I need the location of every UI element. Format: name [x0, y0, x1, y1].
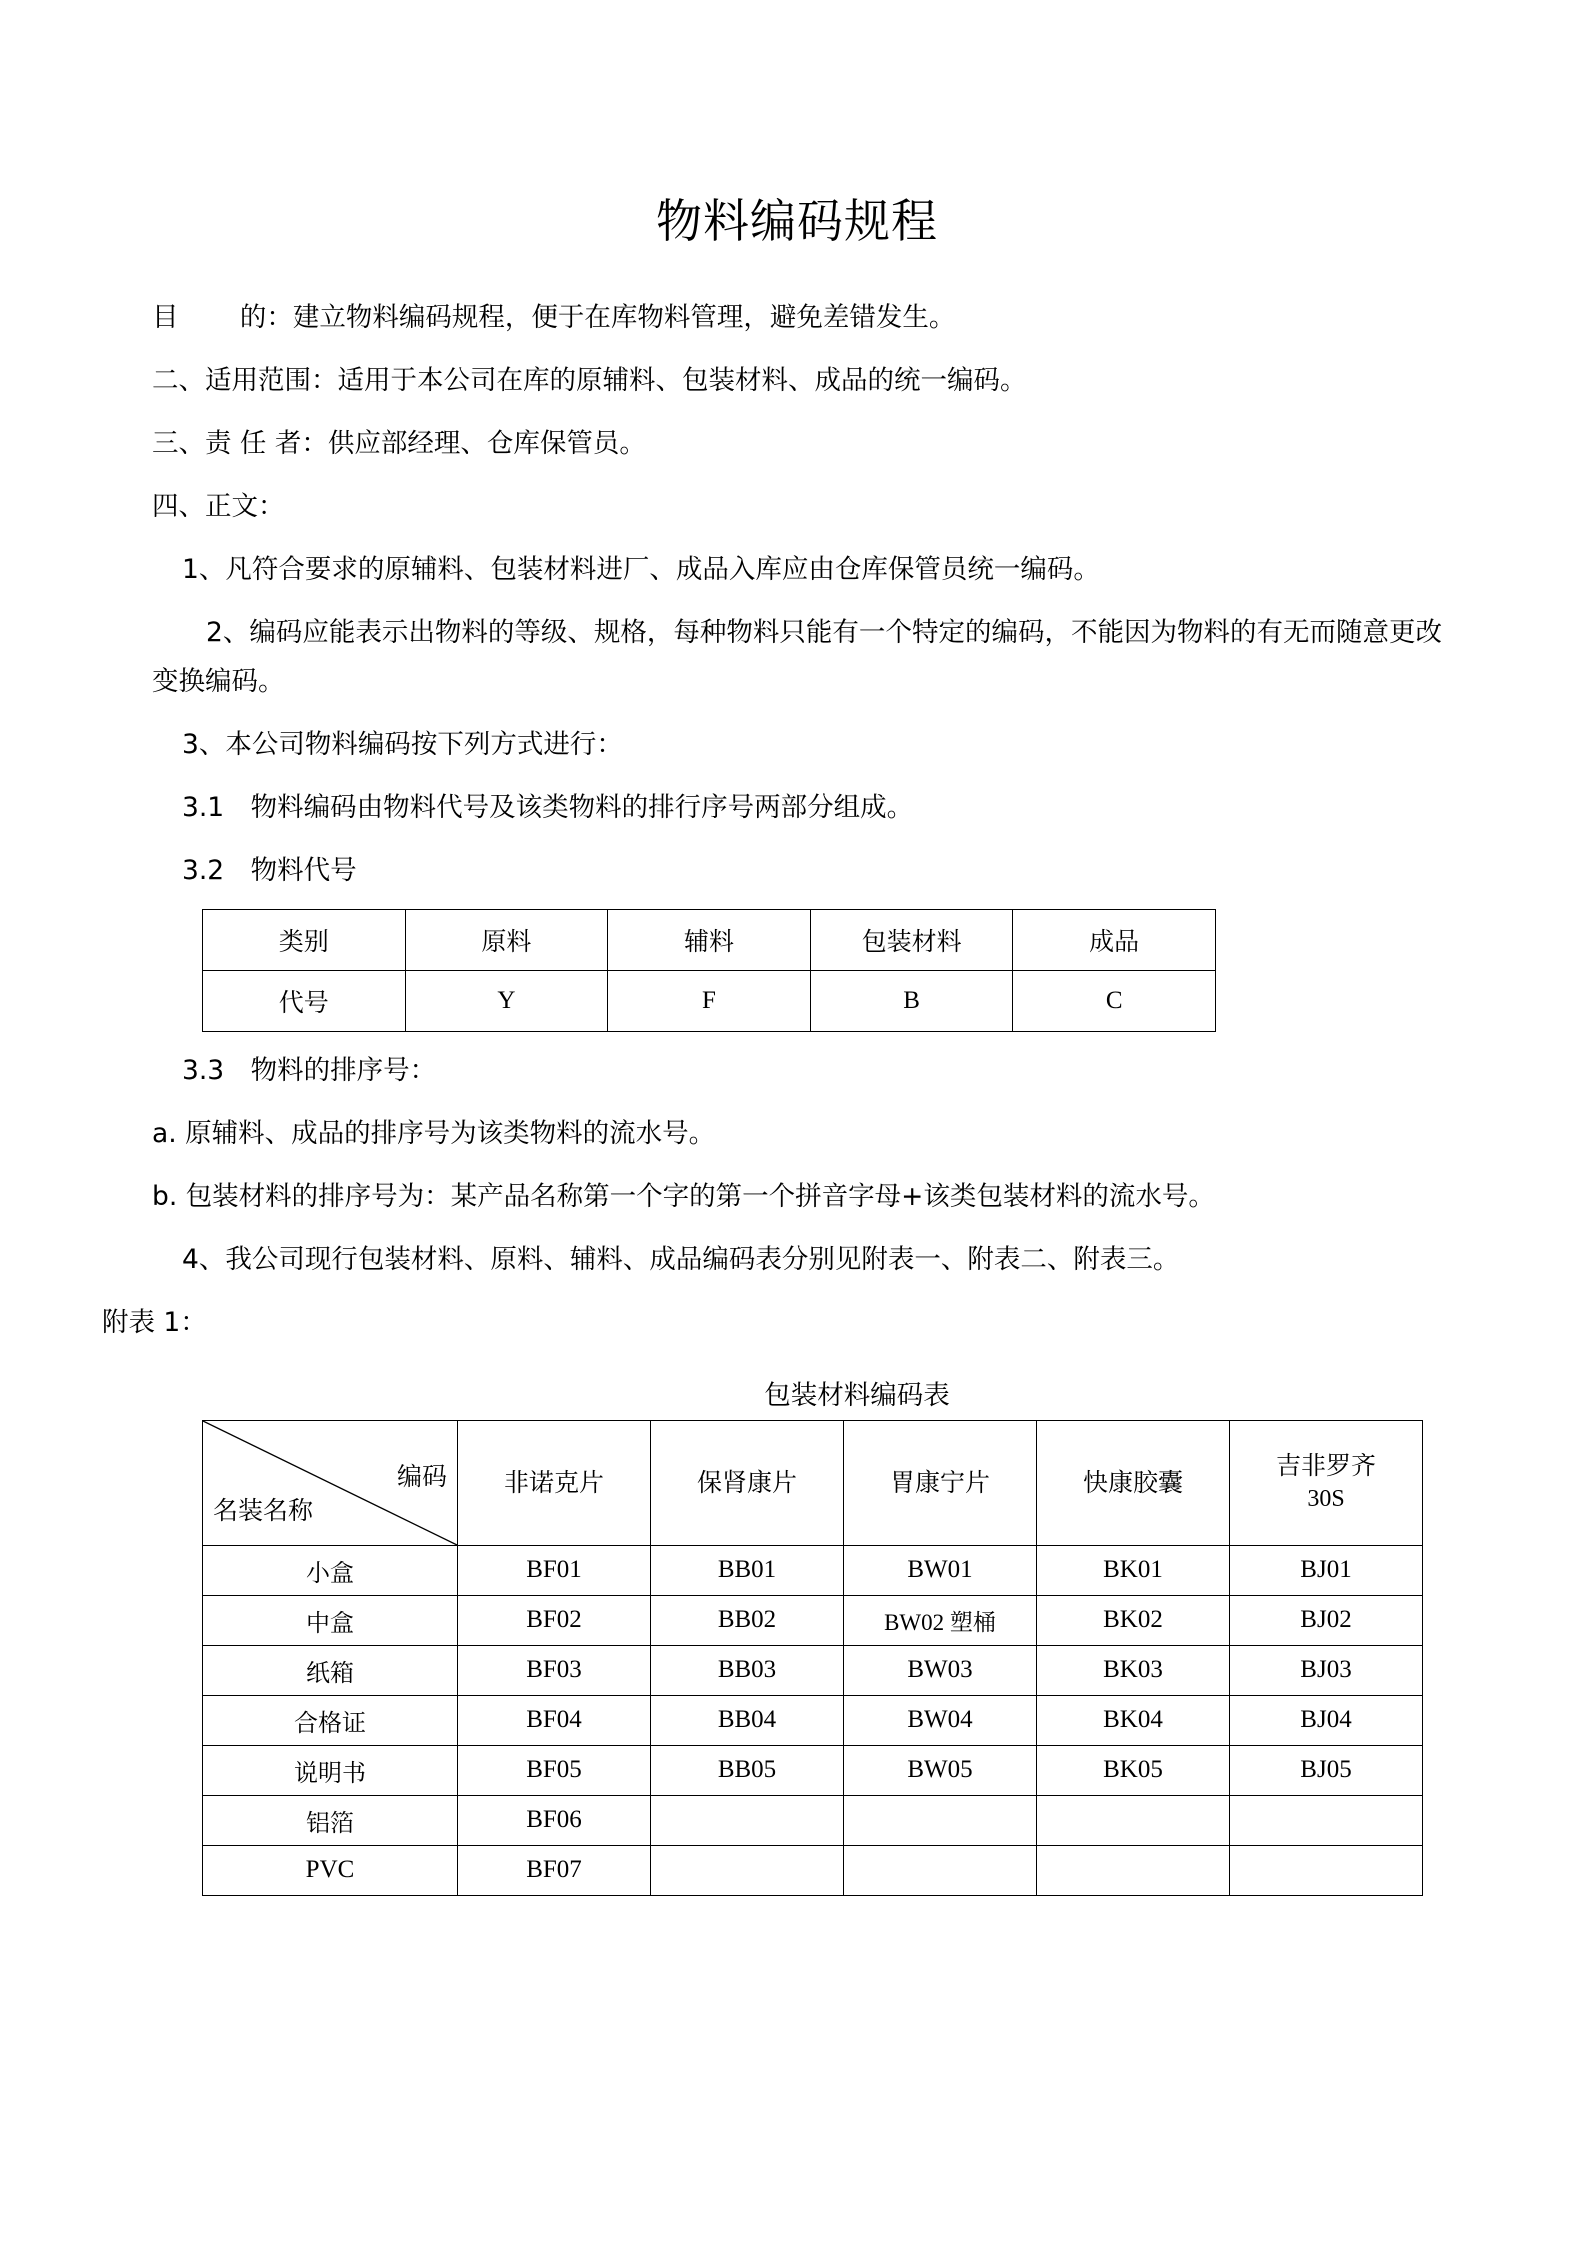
cell-code: BW04 — [844, 1695, 1037, 1745]
cell-code-pack: B — [810, 970, 1013, 1031]
paragraph-scope: 二、适用范围：适用于本公司在库的原辅料、包装材料、成品的统一编码。 — [152, 364, 1027, 396]
row-label-foil: 铝箔 — [203, 1795, 458, 1845]
corner-row-label: 名装名称 — [213, 1495, 314, 1525]
paragraph-item-2: 2、编码应能表示出物料的等级、规格，每种物料只能有一个特定的编码，不能因为物料的有无而随意更改变换编码。 — [152, 616, 1442, 697]
cell-code-empty — [1037, 1845, 1230, 1895]
row-label-certificate: 合格证 — [203, 1695, 458, 1745]
paragraph-responsible: 三、责 任 者：供应部经理、仓库保管员。 — [152, 427, 646, 459]
column-header-2 — [651, 1420, 844, 1545]
cell-code: BF02 — [458, 1595, 651, 1645]
cell-code: BK04 — [1037, 1695, 1230, 1745]
table-row — [203, 1795, 1423, 1845]
cell-code-with-note: BW02 塑桶 — [844, 1595, 1037, 1645]
cell-code-empty — [1230, 1795, 1423, 1845]
material-code-table-wrapper — [152, 909, 1442, 1032]
table-header-row — [203, 1420, 1423, 1545]
row-label-carton: 纸箱 — [203, 1645, 458, 1695]
paragraph-item-3-2: 3.2 物料代号 — [182, 854, 357, 886]
cell-code: BJ01 — [1230, 1545, 1423, 1595]
cell-code: BF01 — [458, 1545, 651, 1595]
table-row — [203, 1745, 1423, 1795]
cell-code: BB02 — [651, 1595, 844, 1645]
cell-code: BJ04 — [1230, 1695, 1423, 1745]
cell-code-finished: C — [1013, 970, 1216, 1031]
cell-code: BF07 — [458, 1845, 651, 1895]
table-row — [203, 970, 1216, 1031]
cell-category-aux: 辅料 — [608, 909, 811, 970]
cell-code: BJ05 — [1230, 1745, 1423, 1795]
cell-code: BB05 — [651, 1745, 844, 1795]
cell-code: BF03 — [458, 1645, 651, 1695]
column-header-3 — [844, 1420, 1037, 1545]
attachment-label: 附表 1： — [102, 1306, 207, 1338]
cell-code: BW05 — [844, 1745, 1037, 1795]
cell-code: BK05 — [1037, 1745, 1230, 1795]
cell-code-empty — [1230, 1845, 1423, 1895]
cell-code: BF04 — [458, 1695, 651, 1745]
cell-code: BF06 — [458, 1795, 651, 1845]
cell-code-raw: Y — [405, 970, 608, 1031]
cell-code-label: 代号 — [203, 970, 406, 1031]
corner-header-cell — [203, 1420, 458, 1545]
column-header-3-line1: 胃康宁片 — [889, 1467, 990, 1497]
row-label-pvc: PVC — [203, 1845, 458, 1895]
table-row — [203, 1845, 1423, 1895]
packaging-code-table — [202, 1420, 1423, 1896]
packaging-table-caption: 包装材料编码表 — [764, 1379, 950, 1411]
cell-code: BJ03 — [1230, 1645, 1423, 1695]
column-header-5-line1: 吉非罗齐 — [1275, 1451, 1376, 1481]
row-label-insert: 说明书 — [203, 1745, 458, 1795]
cell-code: BJ02 — [1230, 1595, 1423, 1645]
cell-code-empty — [651, 1845, 844, 1895]
cell-category-raw: 原料 — [405, 909, 608, 970]
paragraph-item-1: 1、凡符合要求的原辅料、包装材料进厂、成品入库应由仓库保管员统一编码。 — [182, 553, 1100, 585]
row-label-medium-box: 中盒 — [203, 1595, 458, 1645]
cell-code-empty — [844, 1845, 1037, 1895]
cell-code: BW01 — [844, 1545, 1037, 1595]
cell-code-empty — [1037, 1795, 1230, 1845]
corner-column-label: 编码 — [396, 1461, 447, 1491]
cell-code-aux: F — [608, 970, 811, 1031]
cell-code: BK01 — [1037, 1545, 1230, 1595]
table-row — [203, 1645, 1423, 1695]
cell-category-label: 类别 — [203, 909, 406, 970]
paragraph-item-3: 3、本公司物料编码按下列方式进行： — [182, 728, 623, 760]
column-header-4 — [1037, 1420, 1230, 1545]
row-label-small-box: 小盒 — [203, 1545, 458, 1595]
cell-code: BK03 — [1037, 1645, 1230, 1695]
table-row — [203, 1595, 1423, 1645]
packaging-table-wrapper — [152, 1420, 1442, 1896]
table-row — [203, 909, 1216, 970]
cell-code: BF05 — [458, 1745, 651, 1795]
cell-code-empty — [844, 1795, 1037, 1845]
column-header-1 — [458, 1420, 651, 1545]
paragraph-item-4: 4、我公司现行包装材料、原料、辅料、成品编码表分别见附表一、附表二、附表三。 — [182, 1243, 1180, 1275]
paragraph-item-a: a. 原辅料、成品的排序号为该类物料的流水号。 — [152, 1117, 716, 1149]
column-header-1-line1: 非诺克片 — [503, 1467, 604, 1497]
column-header-5-line2: 30S — [1307, 1486, 1345, 1513]
column-header-2-line1: 保肾康片 — [696, 1467, 797, 1497]
page-title: 物料编码规程 — [656, 194, 938, 248]
paragraph-item-3-1: 3.1 物料编码由物料代号及该类物料的排行序号两部分组成。 — [182, 791, 914, 823]
cell-code-empty — [651, 1795, 844, 1845]
cell-code: BB04 — [651, 1695, 844, 1745]
cell-code: BB01 — [651, 1545, 844, 1595]
column-header-5 — [1230, 1420, 1423, 1545]
cell-code: BW03 — [844, 1645, 1037, 1695]
column-header-4-line1: 快康胶囊 — [1082, 1467, 1183, 1497]
cell-category-pack: 包装材料 — [810, 909, 1013, 970]
material-code-table — [202, 909, 1216, 1032]
paragraph-purpose: 目 的：建立物料编码规程，便于在库物料管理，避免差错发生。 — [152, 301, 956, 333]
table-row — [203, 1545, 1423, 1595]
table-row — [203, 1695, 1423, 1745]
cell-category-finished: 成品 — [1013, 909, 1216, 970]
cell-code: BK02 — [1037, 1595, 1230, 1645]
page-content — [102, 0, 1442, 1896]
paragraph-item-3-3: 3.3 物料的排序号： — [182, 1054, 437, 1086]
paragraph-body-heading: 四、正文： — [152, 490, 285, 522]
paragraph-item-b: b. 包装材料的排序号为：某产品名称第一个字的第一个拼音字母+该类包装材料的流水号。 — [152, 1180, 1215, 1212]
cell-code: BB03 — [651, 1645, 844, 1695]
